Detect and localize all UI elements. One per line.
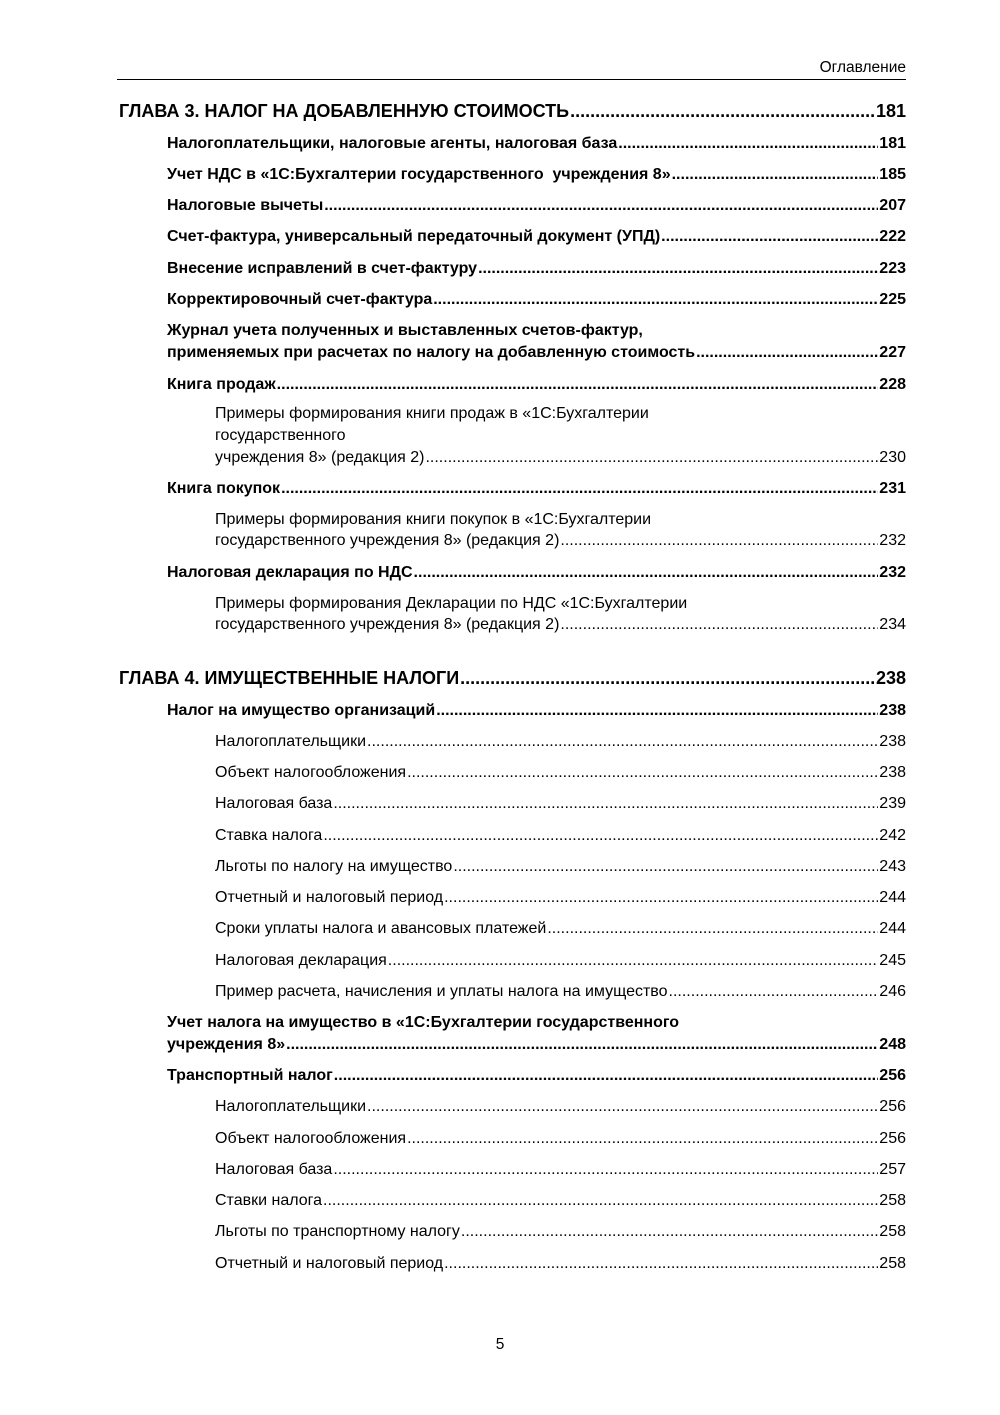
dot-leader [323,827,878,845]
toc-section-title: Корректировочный счет-фактура [167,291,433,308]
toc-section[interactable] [167,260,906,278]
toc-subsection-page-number: 243 [879,858,906,875]
toc-section-title: Внесение исправлений в счет-фактуру [167,260,478,277]
toc-section-title: учреждения 8» [167,1036,286,1053]
dot-leader [453,858,878,876]
toc-subsection-title: Пример расчета, начисления и уплаты налога на имущество [215,983,668,1000]
toc-subsection-title-line: Примеры формирования Декларации по НДС «1С:Бухгалтерии [215,595,688,612]
dot-leader [334,1067,879,1085]
toc-subsection-page-number: 238 [879,764,906,781]
dot-leader [461,1223,878,1241]
toc-section-page-number: 228 [879,376,906,393]
toc-section[interactable] [167,376,906,394]
toc-section[interactable] [167,702,906,720]
toc-section-title: Учет НДС в «1С:Бухгалтерии государственного учреждения 8» [167,166,671,183]
toc-subsection-page-number: 232 [879,532,906,549]
toc-subsection-title: Льготы по транспортному налогу [215,1223,460,1240]
toc-subsection[interactable] [215,1130,906,1148]
dot-leader [560,616,878,634]
dot-leader [324,197,878,215]
toc-subsection[interactable] [215,764,906,782]
toc-section-title-line: Учет налога на имущество в «1С:Бухгалтерии государственного [167,1014,680,1031]
toc-subsection-title: Ставка налога [215,827,323,844]
toc-subsection-page-number: 257 [879,1161,906,1178]
dot-leader [433,291,878,309]
toc-subsection-page-number: 244 [879,889,906,906]
dot-leader [367,733,878,751]
toc-section-title: Книга покупок [167,480,281,497]
toc-subsection-page-number: 258 [879,1192,906,1209]
toc-subsection-title: Отчетный и налоговый период [215,1255,444,1272]
toc-chapter-page-number: 181 [875,101,906,121]
toc-chapter[interactable] [119,101,906,122]
toc-subsection-title: учреждения 8» (редакция 2) [215,449,425,466]
toc-subsection-page-number: 230 [879,449,906,466]
toc-section-title: применяемых при расчетах по налогу на добавленную стоимость [167,344,696,361]
dot-leader [460,668,875,689]
dot-leader [618,135,878,153]
toc-section-title: Налогоплательщики, налоговые агенты, налоговая база [167,135,618,152]
toc-section[interactable] [167,228,906,246]
toc-subsection-title: Ставки налога [215,1192,323,1209]
toc-subsection-title-line: Примеры формирования книги покупок в «1С:Бухгалтерии [215,511,652,528]
page-number: 5 [495,1336,505,1353]
toc-section-page-number: 181 [879,135,906,152]
dot-leader [696,344,878,362]
toc-subsection[interactable] [215,733,906,751]
toc-section-page-number: 232 [879,564,906,581]
toc-section-page-number: 248 [879,1036,906,1053]
toc-chapter[interactable] [119,668,906,689]
dot-leader [547,920,878,938]
toc-subsection-page-number: 246 [879,983,906,1000]
dot-leader [367,1098,878,1116]
toc-section[interactable] [167,197,906,215]
toc-subsection-title: Объект налогообложения [215,1130,407,1147]
dot-leader [444,889,878,907]
toc-section[interactable] [167,135,906,153]
toc-subsection[interactable] [215,449,906,467]
toc-chapter-page-number: 238 [875,668,906,688]
toc-subsection-title: Налоговая база [215,795,333,812]
toc-subsection[interactable] [215,952,906,970]
toc-subsection[interactable] [215,1255,906,1273]
dot-leader [444,1255,878,1273]
dot-leader [277,376,879,394]
toc-section-page-number: 207 [879,197,906,214]
toc-subsection-title: Налоговая декларация [215,952,387,969]
toc-section[interactable] [167,564,906,582]
toc-section-page-number: 227 [879,344,906,361]
toc-subsection-title: Налогоплательщики [215,733,367,750]
toc-section-page-number: 222 [879,228,906,245]
toc-subsection-page-number: 256 [879,1130,906,1147]
toc-subsection-title: Налоговая база [215,1161,333,1178]
toc-chapter-title: ГЛАВА 4. ИМУЩЕСТВЕННЫЕ НАЛОГИ [119,668,460,688]
toc-section[interactable] [167,344,906,362]
toc-subsection[interactable] [215,920,906,938]
toc-subsection-page-number: 245 [879,952,906,969]
dot-leader [323,1192,878,1210]
toc-subsection-title: Сроки уплаты налога и авансовых платежей [215,920,547,937]
toc-subsection[interactable] [215,1098,906,1116]
dot-leader [281,480,878,498]
dot-leader [414,564,879,582]
toc-subsection-title: государственного учреждения 8» (редакция 2) [215,616,560,633]
toc-subsection[interactable] [215,532,906,550]
toc-subsection-page-number: 242 [879,827,906,844]
toc-section[interactable] [167,1067,906,1085]
dot-leader [425,449,878,467]
running-header [117,59,906,80]
dot-leader [407,1130,878,1148]
toc-section[interactable] [167,480,906,498]
toc-subsection-page-number: 256 [879,1098,906,1115]
toc-subsection[interactable] [215,983,906,1001]
toc-subsection-title: Отчетный и налоговый период [215,889,444,906]
toc-section-title: Налог на имущество организаций [167,702,436,719]
dot-leader [333,795,878,813]
toc-section-title: Транспортный налог [167,1067,333,1084]
toc-subsection-page-number: 234 [879,616,906,633]
toc-subsection[interactable] [215,616,906,634]
toc-subsection-page-number: 258 [879,1223,906,1240]
toc-section-page-number: 238 [879,702,906,719]
toc-section-title: Налоговая декларация по НДС [167,564,413,581]
dot-leader [436,702,878,720]
toc-subsection[interactable] [215,858,906,876]
dot-leader [661,228,878,246]
toc-subsection-title: Налогоплательщики [215,1098,367,1115]
dot-leader [672,166,879,184]
dot-leader [478,260,878,278]
dot-leader [560,532,878,550]
toc-subsection-title: Льготы по налогу на имущество [215,858,453,875]
toc-section-title: Счет-фактура, универсальный передаточный документ (УПД) [167,228,661,245]
running-title: Оглавление [819,59,906,76]
toc-subsection[interactable] [215,1192,906,1210]
toc-section-title: Налоговые вычеты [167,197,324,214]
toc-subsection-page-number: 238 [879,733,906,750]
dot-leader [407,764,878,782]
toc-subsection[interactable] [215,1161,906,1179]
toc-subsection-title: Объект налогообложения [215,764,407,781]
toc-subsection[interactable] [215,889,906,907]
toc-subsection[interactable] [215,1223,906,1241]
toc-subsection[interactable] [215,827,906,845]
toc-section[interactable] [167,291,906,309]
toc-chapter-title: ГЛАВА 3. НАЛОГ НА ДОБАВЛЕННУЮ СТОИМОСТЬ [119,101,570,121]
dot-leader [388,952,879,970]
toc-section-title: Книга продаж [167,376,276,393]
toc-subsection-page-number: 244 [879,920,906,937]
toc-section-page-number: 225 [879,291,906,308]
toc-subsection-title-line: государственного [215,427,346,444]
toc-subsection-page-number: 258 [879,1255,906,1272]
toc-section-title-line: Журнал учета полученных и выставленных счетов-фактур, [167,322,643,339]
toc-subsection-page-number: 239 [879,795,906,812]
toc-subsection-title-line: Примеры формирования книги продаж в «1С:Бухгалтерии [215,405,649,422]
toc-section[interactable] [167,166,906,184]
dot-leader [669,983,879,1001]
dot-leader [333,1161,878,1179]
toc-section[interactable] [167,1036,906,1054]
toc-subsection-title: государственного учреждения 8» (редакция 2) [215,532,560,549]
toc-subsection[interactable] [215,795,906,813]
dot-leader [286,1036,878,1054]
toc-section-page-number: 231 [879,480,906,497]
dot-leader [570,101,875,122]
toc-section-page-number: 256 [879,1067,906,1084]
toc-section-page-number: 223 [879,260,906,277]
toc-section-page-number: 185 [879,166,906,183]
